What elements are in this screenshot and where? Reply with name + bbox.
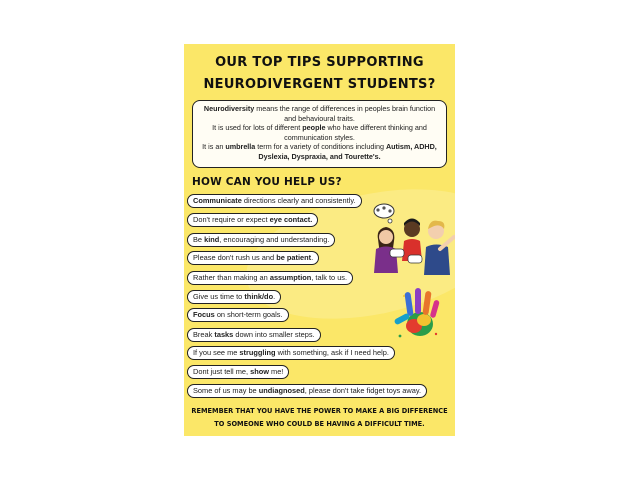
tip-text-post: directions clearly and consistently. xyxy=(241,196,356,205)
intro-p2-end: who have different thinking and communication styles. xyxy=(284,123,427,142)
tip-item-1 xyxy=(187,194,362,208)
tip-keyword: eye contact. xyxy=(269,215,313,224)
rainbow-handprint-icon xyxy=(392,284,442,344)
tip-text-pre: Some of us may be xyxy=(193,386,259,395)
intro-conditions: Autism, ADHD, Dyslexia, Dyspraxia, and Tourette's. xyxy=(258,142,437,161)
tip-item-9 xyxy=(187,346,395,360)
tip-text-pre: Don't require or expect xyxy=(193,215,270,224)
intro-p3-start: It is an xyxy=(202,142,226,152)
tip-item-8 xyxy=(187,328,321,342)
tip-item-3 xyxy=(187,233,335,247)
intro-term-people: people xyxy=(302,123,326,133)
tip-text-pre: Be xyxy=(193,235,205,244)
tip-text-post: . xyxy=(311,253,314,262)
tip-keyword: struggling xyxy=(239,348,276,357)
tip-text-pre: Give us time to xyxy=(193,292,245,301)
tip-text-post: down into smaller steps. xyxy=(233,330,315,339)
tip-keyword: undiagnosed xyxy=(258,386,305,395)
tip-keyword: tasks xyxy=(214,330,234,339)
tip-text-post: , talk to us. xyxy=(311,273,348,282)
tip-item-10 xyxy=(187,365,289,379)
tip-keyword: show xyxy=(250,367,269,376)
tip-item-6 xyxy=(187,290,281,304)
tip-item-2 xyxy=(187,213,318,227)
tip-text-pre: Please don't rush us and xyxy=(193,253,277,262)
tip-keyword: Focus xyxy=(193,310,215,319)
tip-item-4 xyxy=(187,251,319,265)
tip-keyword: kind xyxy=(204,235,220,244)
tip-item-11 xyxy=(187,384,427,398)
help-subheading: HOW CAN YOU HELP US? xyxy=(192,176,342,188)
tip-text-post: me! xyxy=(268,367,284,376)
tip-text-pre: Break xyxy=(193,330,215,339)
intro-box xyxy=(192,100,447,168)
children-talking-illustration xyxy=(370,199,455,279)
tip-text-post: on short-term goals. xyxy=(214,310,283,319)
intro-paragraph-1 xyxy=(199,104,440,123)
intro-p3-mid: term for a variety of conditions including xyxy=(255,142,386,152)
intro-p1-text: means the range of differences in peoples brain function and behavioural traits. xyxy=(254,104,436,123)
tip-text-pre: If you see me xyxy=(193,348,240,357)
tip-keyword: assumption xyxy=(269,273,312,282)
tip-text-post: , encouraging and understanding. xyxy=(219,235,330,244)
tip-text-pre: Dont just tell me, xyxy=(193,367,251,376)
intro-paragraph-2 xyxy=(199,123,440,142)
tip-keyword: think/do xyxy=(244,292,274,301)
poster-title-line1: OUR TOP TIPS SUPPORTING xyxy=(215,55,424,70)
tip-text-pre: Rather than making an xyxy=(193,273,270,282)
footer-line-1: REMEMBER THAT YOU HAVE THE POWER TO MAKE A BIG DIFFERENCE xyxy=(191,407,448,415)
tip-keyword: be patient xyxy=(276,253,312,262)
tip-item-5 xyxy=(187,271,353,285)
tip-item-7 xyxy=(187,308,289,322)
intro-term-neurodiversity: Neurodiversity xyxy=(203,104,255,113)
tip-text-post: . xyxy=(273,292,276,301)
intro-p2-start: It is used for lots of different xyxy=(212,123,303,133)
intro-paragraph-3 xyxy=(199,142,440,161)
tip-text-post: with something, ask if I need help. xyxy=(275,348,389,357)
footer-line-2: TO SOMEONE WHO COULD BE HAVING A DIFFICULT TIME. xyxy=(214,420,425,428)
poster xyxy=(184,44,455,436)
tip-text-post: , please don't take fidget toys away. xyxy=(304,386,422,395)
intro-term-umbrella: umbrella xyxy=(225,142,256,152)
tip-keyword: Communicate xyxy=(193,196,242,205)
poster-title-line2: NEURODIVERGENT STUDENTS? xyxy=(203,77,436,92)
